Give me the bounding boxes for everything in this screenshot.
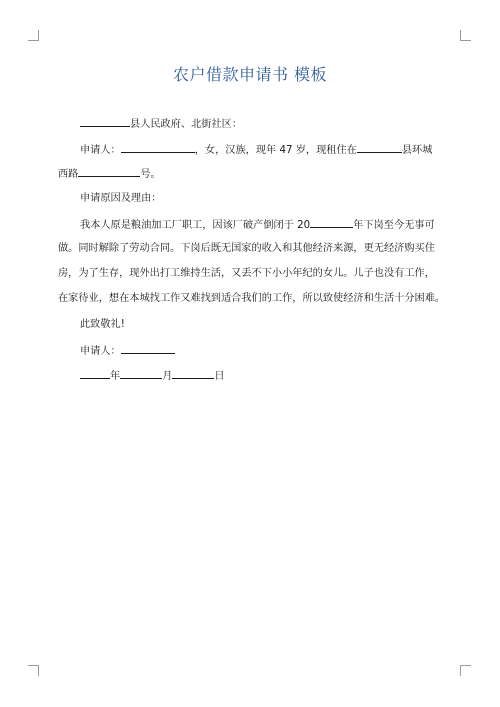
body-line-1-start: 我本人原是粮油加工厂职工，因该厂破产倒闭于 20 xyxy=(80,220,311,231)
crop-mark-bottom-left xyxy=(28,665,39,676)
recipient-line xyxy=(80,116,242,132)
body-line-3: 房，为了生存，现外出打工维持生活，又丢不下小小年纪的女儿。儿子也没有工作， xyxy=(58,268,435,279)
year-blank[interactable] xyxy=(80,368,110,379)
day-blank[interactable] xyxy=(172,368,214,379)
house-number-blank[interactable] xyxy=(78,166,140,177)
address-suffix: 号。 xyxy=(140,169,161,180)
residence-county-blank[interactable] xyxy=(357,142,402,153)
crop-mark-top-right xyxy=(460,30,471,41)
signature-blank[interactable] xyxy=(121,343,175,354)
applicant-name-blank[interactable] xyxy=(121,142,195,153)
county-blank[interactable] xyxy=(80,116,130,127)
applicant-line xyxy=(58,142,432,158)
year-label: 年 xyxy=(110,371,121,382)
day-label: 日 xyxy=(214,371,225,382)
reason-heading: 申请原因及理由： xyxy=(80,193,162,204)
applicant-county-suffix: 县环城 xyxy=(401,145,433,156)
body-line-2: 做。同时解除了劳动合同。下岗后既无国家的收入和其他经济来源，更无经济购买住 xyxy=(58,243,435,254)
body-line-1 xyxy=(80,217,435,233)
month-blank[interactable] xyxy=(120,368,162,379)
signature-line xyxy=(80,343,175,359)
recipient-text: 县人民政府、北街社区： xyxy=(130,119,243,130)
date-line xyxy=(80,368,225,384)
body-line-1-end: 年下岗至今无事可 xyxy=(353,220,435,231)
applicant-label: 申请人： xyxy=(80,145,121,156)
address-prefix: 西路 xyxy=(58,169,79,180)
layoff-year-blank[interactable] xyxy=(310,217,353,228)
body-line-4: 在家待业，想在本城找工作又难找到适合我们的工作，所以致使经济和生活十分困难。 xyxy=(58,293,446,304)
address-line xyxy=(58,166,161,182)
closing-salutation: 此致敬礼! xyxy=(80,319,125,330)
document-title: 农户借款申请书 模板 xyxy=(172,65,328,84)
crop-mark-bottom-right xyxy=(460,665,471,676)
crop-mark-top-left xyxy=(28,30,39,41)
applicant-details: ，女，汉族，现年 47 岁，现租住在 xyxy=(194,145,357,156)
signature-label: 申请人： xyxy=(80,346,121,357)
month-label: 月 xyxy=(162,371,173,382)
